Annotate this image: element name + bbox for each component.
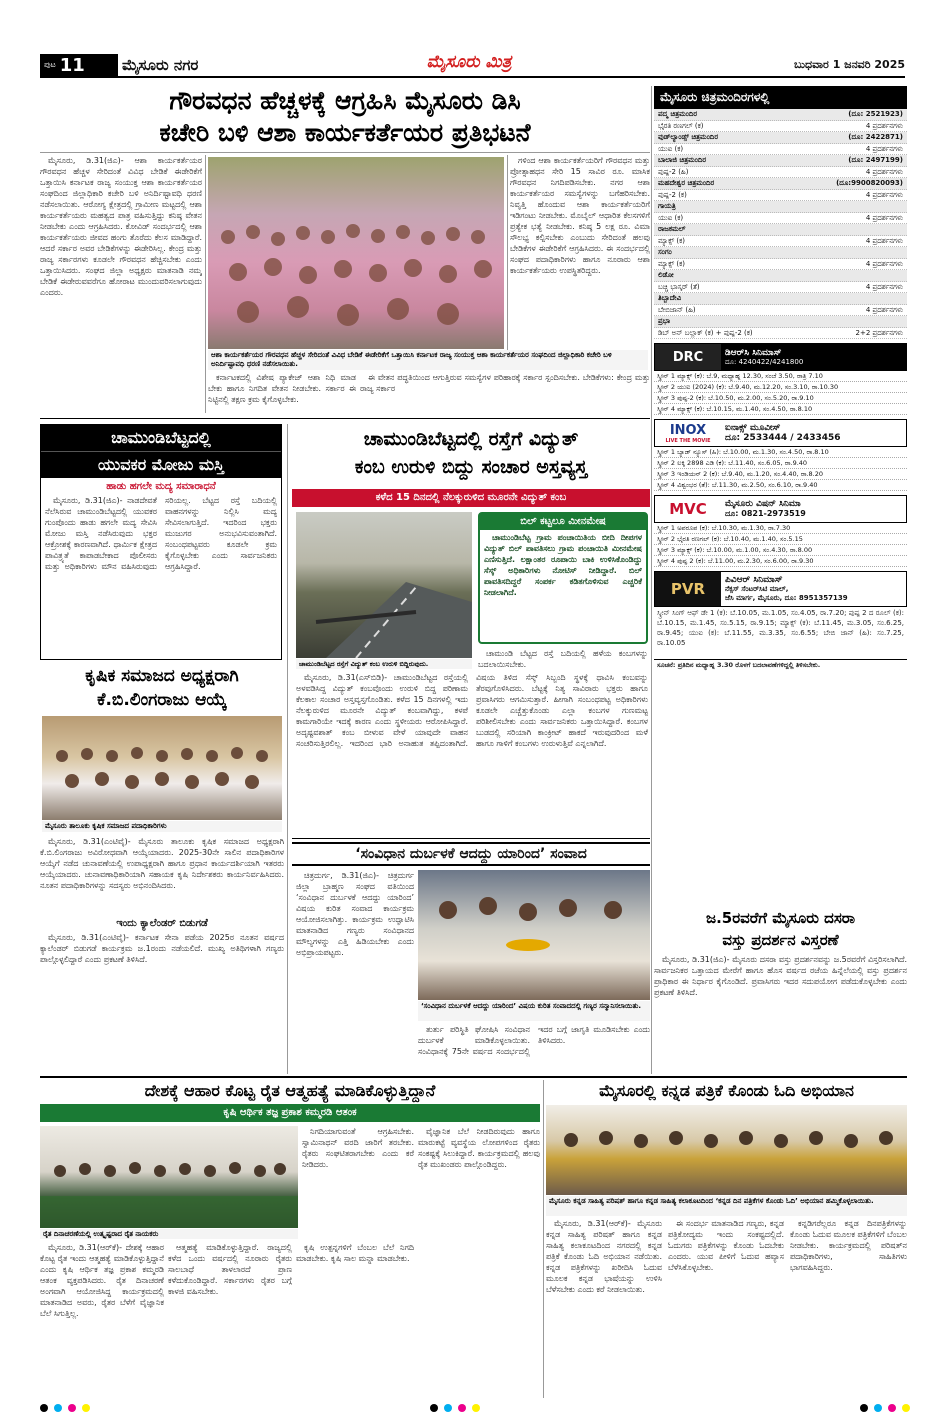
page-header: [40, 52, 905, 78]
registration-dot: [888, 1404, 896, 1412]
cinema-row-info: 4 ಪ್ರದರ್ಶನಗಳು: [865, 282, 903, 291]
drc-screen-row: ಸ್ಕ್ರೀನ್ 2 ಯುಐ (2024) (ಕ): ಬೆ.9.40, ಮ.12.20, ಸಂ.3.10, ರಾ.10.30: [654, 382, 907, 393]
lead-bottom-right-text: ಈ ವೇತನ ಪದ್ಧತಿಯಿಂದ ಆಗುತ್ತಿರುವ ಸಮಸ್ಯೆಗಳ ಪರಿಹಾರಕ್ಕೆ ಸರ್ಕಾರ ಸ್ಪಂದಿಸಬೇಕು. ಬೇಡಿಕೆಗಳು: ಕೇಂದ್ರ ಮತ್ತು ರಾಜ್ಯ ಸರ್ಕಾರ: [360, 373, 650, 393]
stage-graphic: [40, 1126, 298, 1228]
farmer-text-d: ವೈಜ್ಞಾನಿಕ ಬೆಲೆ ನೀಡದಿರುವುದು ಹಾಗೂ ಮಾರುಕಟ್ಟೆ ವ್ಯವಸ್ಥೆಯ ಲೋಪಗಳಿಂದ ರೈತರು ಸಂಕಷ್ಟಕ್ಕೆ ಸಿಲುಕಿದ್ದಾರೆ. ಕಾರ್ಯಕ್ರಮದಲ್ಲಿ ಹಲವು ರೈತ ಮುಖಂಡರು ಪಾಲ್ಗೊಂಡಿದ್ದರು.: [418, 1127, 540, 1169]
group-photo-graphic: [42, 716, 282, 820]
cinema-row-name: ಪ್ರಭಾ: [658, 317, 671, 325]
cinema-row-name: ಭೈರತಿ ರಣಗಲ್ (ಕ): [658, 121, 704, 130]
farmer-text-b: ಆತ್ಮಹತ್ಯೆ ಮಾಡಿಕೊಳ್ಳುತ್ತಿದ್ದಾರೆ. ರಾಜ್ಯದಲ್ಲಿ ಕಳೆದ ಒಂದು ವರ್ಷದಲ್ಲಿ ನೂರಾರು ರೈತರು ಸಾಲಬಾಧೆ ತಾಳಲಾರದೆ ಪ್ರಾಣ ಕಳೆದುಕೊಂಡಿದ್ದಾರೆ. ಸರ್ಕಾರಗಳು ರೈತರ ಬಗ್ಗೆ ಕಾಳಜಿ ವಹಿಸಬೇಕು.: [168, 1243, 292, 1296]
cinema-row-name: ಬಾಲಾಜಿ ಚಿತ್ರಮಂದಿರ: [658, 156, 707, 164]
inox-phone: ದೂ: 2533444 / 2433456: [725, 433, 841, 443]
farmer-band: ಕೃಷಿ ಆರ್ಥಿಕ ತಜ್ಞ ಪ್ರಕಾಶ ಕಮ್ಮರಡಿ ಆತಂಕ: [40, 1104, 540, 1122]
cinema-movie-row: [654, 167, 907, 179]
pole-band: ಕಳೆದ 15 ದಿನದಲ್ಲಿ ನೆಲಕ್ಕುರುಳಿದ ಮೂರನೇ ವಿದ್ಯುತ್ ಕಂಬ: [292, 489, 650, 507]
cinema-row-name: ಯುಐ (ಕ): [658, 144, 684, 153]
print-dots-left: [40, 1404, 90, 1412]
cinema-row-info: 4 ಪ್ರದರ್ಶನಗಳು: [865, 259, 903, 268]
bill-sidebox-text: ಚಾಮುಂಡಿಬೆಟ್ಟ ಗ್ರಾಮ ಪಂಚಾಯಿತಿಯ ಬೀದಿ ದೀಪಗಳ ವಿದ್ಯುತ್ ಬಿಲ್ ಪಾವತಿಸಲು ಗ್ರಾಮ ಪಂಚಾಯಿತಿ ಮೀನಮೇಷ ಎಣಿಸುತ್ತಿದೆ. ಲಕ್ಷಾಂತರ ರೂಪಾಯಿ ಬಾಕಿ ಉಳಿಸಿಕೊಂಡಿದ್ದು ಸೆಸ್ಕ್ ಅಧಿಕಾರಿಗಳು ನೋಟಿಸ್ ನೀಡಿದ್ದಾರೆ. ಬಿಲ್ ಪಾವತಿಸದಿದ್ದರೆ ಸಂಪರ್ಕ ಕಡಿತಗೊಳಿಸುವ ಎಚ್ಚರಿಕೆ ನೀಡಲಾಗಿದೆ.: [484, 533, 642, 597]
lead-bottom-mid-text: ಕರ್ನಾಟಕದಲ್ಲಿ ವಿಶೇಷ ಪ್ಯಾಕೇಜ್ ಆಶಾ ನಿಧಿ ಮಾಡ ಬೇಕು ಹಾಗೂ ನಿಗದಿತ ವೇತನ ನೀಡಬೇಕು. ಸರ್ಕಾರ ಈ ನಿಟ್ಟಿನಲ್ಲಿ ತಕ್ಷಣ ಕ್ರಮ ಕೈಗೊಳ್ಳಬೇಕು.: [208, 373, 356, 404]
pvr-box: [654, 571, 907, 607]
registration-dot: [874, 1404, 882, 1412]
cinema-row-name: ಪದ್ಮ ಚಿತ್ರಮಂದಿರ: [658, 110, 698, 118]
mvc-phone: ದೂ: 0821-2973519: [725, 509, 806, 518]
page-number: 11: [59, 54, 85, 76]
inox-name: ಐನಾಕ್ಸ್ ಮೂವೀಸ್: [725, 423, 781, 433]
section-title: ಮೈಸೂರು ನಗರ: [122, 56, 199, 74]
cinema-row-info: (ದೂ: 2497199): [848, 156, 903, 164]
registration-dot: [430, 1404, 438, 1412]
mvc-screen-row: ಸ್ಕ್ರೀನ್ 4 ಪುಷ್ಪ 2 (ಕ): ಬೆ.11.00, ಮ.2.30, ಸಂ.6.00, ರಾ.9.30: [654, 556, 907, 567]
inox-tagline: LIVE THE MOVIE: [665, 437, 711, 444]
lead-headline-2: ಕಚೇರಿ ಬಳಿ ಆಶಾ ಕಾರ್ಯಕರ್ತೆಯರ ಪ್ರತಿಭಟನೆ: [159, 118, 531, 147]
farmer-text-a: ಮೈಸೂರು, ಡಿ.31(ಆರ್‌ಕೆ)- ದೇಶಕ್ಕೆ ಆಹಾರ ಕೊಟ್ಟ ರೈತ ಇಂದು ಆತ್ಮಹತ್ಯೆ ಮಾಡಿಕೊಳ್ಳುತ್ತಿದ್ದಾನೆ ಎಂದು ಕೃಷಿ ಆರ್ಥಿಕ ತಜ್ಞ ಪ್ರಕಾಶ ಕಮ್ಮರಡಿ ಆತಂಕ ವ್ಯಕ್ತಪಡಿಸಿದರು. ರೈತ ದಿನಾಚರಣೆ ಅಂಗವಾಗಿ ಆಯೋಜಿಸಿದ್ದ ಕಾರ್ಯಕ್ರಮದಲ್ಲಿ ಮಾತನಾಡಿದ ಅವರು, ರೈತರ ಬೆಳೆಗೆ ವೈಜ್ಞಾನಿಕ ಬೆಲೆ ಸಿಗುತ್ತಿಲ್ಲ.: [40, 1243, 164, 1318]
cinema-theatre-list: [654, 109, 907, 339]
registration-dot: [40, 1404, 48, 1412]
mvc-name: ಮೈಸೂರು ವಿಷನ್ ಸಿನಿಮಾ: [725, 499, 801, 509]
cinema-theatre-row: [654, 178, 907, 190]
cinema-row-info: 2+2 ಪ್ರದರ್ಶನಗಳು: [855, 328, 903, 337]
pvr-logo: PVR: [655, 572, 721, 606]
pole-photo-caption: ಚಾಮುಂಡಿಬೆಟ್ಟದ ರಸ್ತೆಗೆ ವಿದ್ಯುತ್ ಕಂಬ ಉರುಳಿ ಬಿದ್ದಿರುವುದು.: [296, 659, 472, 669]
lead-right-text: ಗಳಿಂದ ಆಶಾ ಕಾರ್ಯಕರ್ತೆಯರಿಗೆ ಗೌರವಧನ ಮತ್ತು ಪ್ರೋತ್ಸಾಹಧನ ಸೇರಿ 15 ಸಾವಿರ ರೂ. ಮಾಸಿಕ ಗೌರವಧನ ನಿಗದಿಪಡಿಸಬೇಕು. ನಗರ ಆಶಾ ಕಾರ್ಯಕರ್ತೆಯರ ಸಮಸ್ಯೆಗಳನ್ನು ಬಗೆಹರಿಸಬೇಕು. ನಿವೃತ್ತಿ ಹೊಂದುವ ಆಶಾ ಕಾರ್ಯಕರ್ತೆಯರಿಗೆ ಇಡಿಗಂಟು ನೀಡಬೇಕು. ಮೊಬೈಲ್ ಆಧಾರಿತ ಕೆಲಸಗಳಿಗೆ ಪ್ರತ್ಯೇಕ ಭತ್ಯೆ ನೀಡಬೇಕು. ಕನಿಷ್ಠ 5 ಲಕ್ಷ ರೂ. ವಿಮಾ ಸೌಲಭ್ಯ ಕಲ್ಪಿಸಬೇಕು ಎಂಬುದು ಸೇರಿದಂತೆ ಹಲವು ಬೇಡಿಕೆಗಳ ಈಡೇರಿಕೆಗೆ ಆಗ್ರಹಿಸಿದರು. ಈ ಸಂದರ್ಭದಲ್ಲಿ ಸಂಘದ ಪದಾಧಿಕಾರಿಗಳು ಹಾಗೂ ನೂರಾರು ಆಶಾ ಕಾರ್ಯಕರ್ತೆಯರು ಉಪಸ್ಥಿತರಿದ್ದರು.: [510, 156, 650, 275]
cinema-row-info: 4 ಪ್ರದರ್ಶನಗಳು: [865, 236, 903, 245]
print-dots-right: [860, 1404, 910, 1412]
protest-crowd-graphic: [208, 157, 504, 349]
samvidhana-text-right: ತುರ್ತು ಪರಿಸ್ಥಿತಿ ಘೋಷಿಸಿ ಸಂವಿಧಾನ ದುರ್ಬಳಕೆ ಮಾಡಿಕೊಳ್ಳಲಾಯಿತು. ಸಂವಿಧಾನಕ್ಕೆ 75ನೇ ವರ್ಷದ ಸಂದರ್ಭದಲ್ಲಿ ಇದರ ಬಗ್ಗೆ ಜಾಗೃತಿ ಮೂಡಿಸಬೇಕು ಎಂದು ತಿಳಿಸಿದರು.: [418, 1025, 650, 1056]
cinema-movie-row: [654, 282, 907, 294]
registration-dot: [860, 1404, 868, 1412]
lead-headline-1: ಗೌರವಧನ ಹೆಚ್ಚಳಕ್ಕೆ ಆಗ್ರಹಿಸಿ ಮೈಸೂರು ಡಿಸಿ: [169, 86, 521, 115]
inox-screen-row: ಸ್ಕ್ರೀನ್ 2 ಲಕ್ಕಿ 2898 ಎಡಿ (ಕ): ಬೆ.11.40, ಸಂ.6.05, ರಾ.9.40: [654, 458, 907, 469]
cinema-row-name: ಮ್ಯಾಕ್ಸ್ (ಕ): [658, 259, 686, 268]
cinema-theatre-row: [654, 316, 907, 328]
cinema-row-name: ವುಡ್‌ಲ್ಯಾಂಡ್ಸ್ ಚಿತ್ರಮಂದಿರ: [658, 133, 719, 141]
cinema-row-info: 4 ಪ್ರದರ್ಶನಗಳು: [865, 213, 903, 222]
dateline: ಬುಧವಾರ 1 ಜನವರಿ 2025: [794, 58, 905, 71]
drc-screen-row: ಸ್ಕ್ರೀನ್ 3 ಪುಷ್ಪ-2 (ಕ): ಬೆ.10.50, ಮ.2.00, ಸಂ.5.20, ರಾ.9.10: [654, 393, 907, 404]
cinema-row-info: (ದೂ: 2422871): [848, 133, 903, 141]
cinema-theatre-row: [654, 247, 907, 259]
cinema-row-info: 4 ಪ್ರದರ್ಶನಗಳು: [865, 190, 903, 199]
drc-screen-row: ಸ್ಕ್ರೀನ್ 1 ಮ್ಯಾಕ್ಸ್ (ಕ): ಬೆ.9, ಮಧ್ಯಾಹ್ನ 12.30, ಸಂಜೆ 3.50, ರಾತ್ರಿ 7.10: [654, 371, 907, 382]
cinema-row-name: ಸಂಗಂ: [658, 248, 672, 256]
lead-left-text: ಮೈಸೂರು, ಡಿ.31(ಜಿಎ)- ಆಶಾ ಕಾರ್ಯಕರ್ತೆಯರ ಗೌರವಧನ ಹೆಚ್ಚಳ ಸೇರಿದಂತೆ ವಿವಿಧ ಬೇಡಿಕೆ ಈಡೇರಿಕೆಗೆ ಒತ್ತಾಯಿಸಿ ಕರ್ನಾಟಕ ರಾಜ್ಯ ಸಂಯುಕ್ತ ಆಶಾ ಕಾರ್ಯಕರ್ತೆಯರ ಸಂಘದಿಂದ ಜಿಲ್ಲಾಧಿಕಾರಿ ಕಚೇರಿ ಬಳಿ ಅನಿರ್ದಿಷ್ಟಾವಧಿ ಧರಣಿ ನಡೆಸಲಾಯಿತು. ಆರೋಗ್ಯ ಕ್ಷೇತ್ರದಲ್ಲಿ ಗ್ರಾಮೀಣ ಮಟ್ಟದಲ್ಲಿ ಆಶಾ ಕಾರ್ಯಕರ್ತೆಯರು ಮಹತ್ವದ ಪಾತ್ರ ವಹಿಸುತ್ತಿದ್ದು ಕನಿಷ್ಠ ವೇತನ ನೀಡಬೇಕು ಎಂದು ಆಗ್ರಹಿಸಿದರು. ಕೋವಿಡ್ ಸಂದರ್ಭದಲ್ಲಿ ಆಶಾ ಕಾರ್ಯಕರ್ತೆಯರು ಜೀವದ ಹಂಗು ತೊರೆದು ಕೆಲಸ ಮಾಡಿದ್ದಾರೆ. ಆದರೆ ಸರ್ಕಾರ ಅವರ ಬೇಡಿಕೆಗಳನ್ನು ಈಡೇರಿಸಿಲ್ಲ. ಕೇಂದ್ರ ಮತ್ತು ರಾಜ್ಯ ಸರ್ಕಾರಗಳು ಕೂಡಲೇ ಗೌರವಧನ ಹೆಚ್ಚಿಸಬೇಕು ಎಂದು ಒತ್ತಾಯಿಸಿದರು. ಸಂಘದ ಜಿಲ್ಲಾ ಅಧ್ಯಕ್ಷರು ಮಾತನಾಡಿ ನಮ್ಮ ಬೇಡಿಕೆ ಈಡೇರುವವರೆಗೂ ಹೋರಾಟ ಮುಂದುವರಿಸಲಾಗುವುದು ಎಂದರು.: [40, 156, 202, 297]
felicitation-graphic: [418, 870, 650, 1000]
cinema-row-info: 4 ಪ್ರದರ್ಶನಗಳು: [865, 167, 903, 176]
samvidhana-headline: ‘ಸಂವಿಧಾನ ದುರ್ಬಳಕೆ ಆದದ್ದು ಯಾರಿಂದ’ ಸಂವಾದ: [292, 842, 650, 866]
pvr-name: ಪಿವಿಆರ್ ಸಿನಿಮಾಸ್: [725, 575, 783, 585]
registration-dot: [458, 1404, 466, 1412]
masthead: ಮೈಸೂರು ಮಿತ್ರ: [426, 52, 512, 72]
pole-headline-2: ಕಂಬ ಉರುಳಿ ಬಿದ್ದು ಸಂಚಾರ ಅಸ್ತವ್ಯಸ್ತ: [354, 456, 588, 478]
dasara-headline-1: ಜ.5ರವರೆಗೆ ಮೈಸೂರು ದಸರಾ: [705, 909, 856, 927]
road-graphic: [296, 512, 472, 658]
registration-dot: [68, 1404, 76, 1412]
drc-box: [654, 343, 907, 371]
inox-box: [654, 419, 907, 447]
cinema-row-name: ರಾಜಕಮಲ್: [658, 225, 686, 233]
masti-title-2: ಯುವಕರ ಮೋಜು ಮಸ್ತಿ: [41, 451, 281, 478]
inox-screen-row: ಸ್ಕ್ರೀನ್ 4 ವಿಶ್ವಂಭರ (ತೆ): ಬೆ.11.30, ಮ.2.50, ಸಂ.6.10, ರಾ.9.40: [654, 480, 907, 491]
cinema-row-name: ಡಿಬ್ ಅನ್ ಬಲ್ಲಾಕ್‌ (ಕ) + ಪುಷ್ಪ-2 (ಕ): [658, 328, 753, 337]
calendar-title: ಇಂದು ಕ್ಯಾಲೆಂಡರ್ ಬಿಡುಗಡೆ: [116, 918, 208, 929]
drc-screens: [654, 371, 907, 415]
mvc-screen-row: ಸ್ಕ್ರೀನ್ 1 ಅಪರೂಪ (ಕ): ಬೆ.10.30, ಮ.1.30, ರಾ.7.30: [654, 523, 907, 534]
chamundi-masti-box: [40, 424, 282, 660]
cinema-row-name: ಬಚ್ಚಿ ಭಾಸ್ಕರ್ (ತೆ): [658, 282, 700, 291]
kannada-photo-caption: ಮೈಸೂರು ಕನ್ನಡ ಸಾಹಿತ್ಯ ಪರಿಷತ್ ಹಾಗೂ ಕನ್ನಡ ಸಾಹಿತ್ಯ ಕಲಾಕೂಟದಿಂದ ‘ಕನ್ನಡ ದಿನ ಪತ್ರಿಕೆಗಳ ಕೊಂಡು ಓದಿ’ ಅಭಿಯಾನ ಹಮ್ಮಿಕೊಳ್ಳಲಾಯಿತು.: [546, 1196, 907, 1216]
farmer-text-c: ನಿಗದಿಯಾಗುವಂತೆ ಆಗ್ರಹಿಸಬೇಕು. ಸ್ವಾಮಿನಾಥನ್ ವರದಿ ಜಾರಿಗೆ ತರಬೇಕು. ರೈತರು ಸಂಘಟಿತರಾಗಬೇಕು ಎಂದು ಕರೆ ನೀಡಿದರು.: [302, 1127, 414, 1169]
dasara-headline-2: ವಸ್ತು ಪ್ರದರ್ಶನ ವಿಸ್ತರಣೆ: [722, 931, 839, 949]
cinema-theatre-row: [654, 132, 907, 144]
cinema-movie-row: [654, 144, 907, 156]
kannada-text-c: ಕನ್ನಡಿಗರೆಲ್ಲರೂ ಕನ್ನಡ ದಿನಪತ್ರಿಕೆಗಳನ್ನು ಕೊಂಡು ಓದುವ ಮೂಲಕ ಪತ್ರಿಕೆಗಳಿಗೆ ಬೆಂಬಲ ನೀಡಬೇಕು. ಕಾರ್ಯಕ್ರಮದಲ್ಲಿ ಪರಿಷತ್‌ನ ಪದಾಧಿಕಾರಿಗಳು, ಸಾಹಿತಿಗಳು ಭಾಗವಹಿಸಿದ್ದರು.: [790, 1219, 907, 1272]
cinema-movie-row: [654, 259, 907, 271]
registration-dot: [82, 1404, 90, 1412]
lead-photo-caption: ಆಶಾ ಕಾರ್ಯಕರ್ತೆಯರ ಗೌರವಧನ ಹೆಚ್ಚಳ ಸೇರಿದಂತೆ ವಿವಿಧ ಬೇಡಿಕೆ ಈಡೇರಿಕೆಗೆ ಒತ್ತಾಯಿಸಿ ಕರ್ನಾಟಕ ರಾಜ್ಯ ಸಂಯುಕ್ತ ಆಶಾ ಕಾರ್ಯಕರ್ತೆಯರ ಸಂಘದಿಂದ ಜಿಲ್ಲಾಧಿಕಾರಿ ಕಚೇರಿ ಬಳಿ ಅನಿರ್ದಿಷ್ಟಾವಧಿ ಧರಣಿ ನಡೆಸಲಾಯಿತು.: [208, 350, 648, 370]
cinema-row-info: 4 ಪ್ರದರ್ಶನಗಳು: [865, 121, 903, 130]
cinema-theatre-row: [654, 224, 907, 236]
cinema-row-name: ಮ್ಯಾಕ್ಸ್ (ಕ): [658, 236, 686, 245]
cinema-row-info: (ದೂ: 2521923): [848, 110, 903, 118]
farmer-headline: ದೇಶಕ್ಕೆ ಆಹಾರ ಕೊಟ್ಟ ರೈತ ಆತ್ಮಹತ್ಯೆ ಮಾಡಿಕೊಳ್ಳುತ್ತಿದ್ದಾನೆ: [144, 1081, 436, 1100]
pole-text-cont: ಚಾಮುಂಡಿ ಬೆಟ್ಟದ ರಸ್ತೆ ಬದಿಯಲ್ಲಿ ಹಳೆಯ ಕಂಬಗಳನ್ನು ಬದಲಾಯಿಸಬೇಕು.: [478, 649, 648, 669]
inox-screens: [654, 447, 907, 491]
cinema-movie-row: [654, 121, 907, 133]
mvc-screen-row: ಸ್ಕ್ರೀನ್ 3 ಮ್ಯಾಕ್ಸ್ (ಕ): ಬೆ.10.00, ಮ.1.00, ಸಂ.4.30, ರಾ.8.00: [654, 545, 907, 556]
mvc-logo: MVC: [669, 500, 707, 518]
drc-screen-row: ಸ್ಕ್ರೀನ್ 4 ಮ್ಯಾಕ್ಸ್ (ಕ): ಬೆ.10.15, ಮ.1.40, ಸಂ.4.50, ರಾ.8.10: [654, 404, 907, 415]
samvidhana-photo-caption: ‘ಸಂವಿಧಾನ ದುರ್ಬಳಕೆ ಆದದ್ದು ಯಾರಿಂದ’ ವಿಷಯ ಕುರಿತ ಸಂವಾದದಲ್ಲಿ ಗಣ್ಯರ ಸನ್ಮಾನಿಸಲಾಯಿತು.: [418, 1001, 650, 1021]
mvc-screen-row: ಸ್ಕ್ರೀನ್ 2 ಭೈರತಿ ರಣಗಲ್ (ಕ): ಬೆ.10.40, ಮ.1.40, ಸಂ.5.15: [654, 534, 907, 545]
cinema-movie-row: [654, 328, 907, 340]
cinema-row-info: 4 ಪ್ರದರ್ಶನಗಳು: [865, 144, 903, 153]
farmer-photo-caption: ರೈತ ದಿನಾಚರಣೆಯಲ್ಲಿ ಉತ್ಕೃಷ್ಟರಾದ ರೈತ ನಾಯಕರು: [40, 1229, 298, 1239]
masti-title-1: ಚಾಮುಂಡಿಬೆಟ್ಟದಲ್ಲಿ: [41, 425, 281, 451]
cinema-row-info: 4 ಪ್ರದರ್ಶನಗಳು: [865, 305, 903, 314]
dasara-text: ಮೈಸೂರು, ಡಿ.31(ಜಿಎ)- ಮೈಸೂರು ದಸರಾ ವಸ್ತು ಪ್ರದರ್ಶನವನ್ನು ಜ.5ರವರೆಗೆ ವಿಸ್ತರಿಸಲಾಗಿದೆ. ಸಾರ್ವಜನಿಕರ ಒತ್ತಾಯದ ಮೇರೆಗೆ ಹಾಗೂ ಹೊಸ ವರ್ಷದ ರಜೆಯ ಹಿನ್ನೆಲೆಯಲ್ಲಿ ವಸ್ತು ಪ್ರದರ್ಶನ ಪ್ರಾಧಿಕಾರ ಈ ನಿರ್ಧಾರ ಕೈಗೊಂಡಿದೆ. ಪ್ರವಾಸಿಗರು ಇದರ ಸದುಪಯೋಗ ಪಡೆದುಕೊಳ್ಳಬೇಕು ಎಂದು ಪ್ರಕಟಣೆ ತಿಳಿಸಿದೆ.: [654, 955, 907, 997]
registration-dot: [472, 1404, 480, 1412]
krishika-photo: [42, 716, 282, 820]
bill-sidebox: [478, 512, 648, 644]
cinema-row-name: ಪುಷ್ಪ-2 (ಕ): [658, 190, 687, 199]
kannada-headline: ಮೈಸೂರಲ್ಲಿ ಕನ್ನಡ ಪತ್ರಿಕೆ ಕೊಂಡು ಓದಿ ಅಭಿಯಾನ: [599, 1081, 854, 1100]
krishika-headline-2: ಕೆ.ಬಿ.ಲಿಂಗರಾಜು ಆಯ್ಕೆ: [97, 690, 227, 710]
kannada-text-b: ಈ ಸಂದರ್ಭ ಮಾತನಾಡಿದ ಗಣ್ಯರು, ಕನ್ನಡ ಪತ್ರಿಕೋದ್ಯಮ ಇಂದು ಸಂಕಷ್ಟದಲ್ಲಿದೆ. ಓದುಗರು ಪತ್ರಿಕೆಗಳನ್ನು ಕೊಂಡು ಓದಬೇಕು ಎಂದರು. ಯುವ ಪೀಳಿಗೆ ಓದುವ ಹವ್ಯಾಸ ಬೆಳೆಸಿಕೊಳ್ಳಬೇಕು.: [668, 1219, 784, 1272]
pvr-text: ಸ್ಕ್ರೀನ್ ಸಿಂಗ್ ಆಫ್ ಡೇ 1 (ಕ): ಬೆ.10.05, ಮ.1.05, ಸಂ.4.05, ರಾ.7.20; ಪುಷ್ಪ 2 ದ ರೂಲ್ (ಕ): ಬೆ.10.15, ಮ.1.45, ಸಂ.5.15, ರಾ.9.15; ಮ್ಯಾಕ್ಸ್ (ಕ): ಬೆ.11.45, ಮ.3.05, ಸಂ.6.25, ರಾ.9.45; ಯುಐ (ಕ): ಬೆ.11.55, ಮ.3.35, ಸಂ.6.55; ಬೇಬಿ ಜಾನ್ (ಹಿ): ಸಂ.7.25, ರಾ.10.05: [657, 609, 904, 647]
cinema-row-name: ಯುಐ (ಕ): [658, 213, 684, 222]
registration-dot: [444, 1404, 452, 1412]
farmer-text-e: ಕೃಷಿ ಉತ್ಪನ್ನಗಳಿಗೆ ಬೆಂಬಲ ಬೆಲೆ ನಿಗದಿ ಮಾಡಬೇಕು. ಕೃಷಿ ಸಾಲ ಮನ್ನಾ ಮಾಡಬೇಕು.: [296, 1243, 414, 1263]
calendar-text: ಮೈಸೂರು, ಡಿ.31(ಎಂಟಿವೈ)- ಕರ್ನಾಟಕ ಸೇನಾ ಪಡೆಯ 2025ರ ನೂತನ ವರ್ಷದ ಕ್ಯಾಲೆಂಡರ್ ಬಿಡುಗಡೆ ಕಾರ್ಯಕ್ರಮ ಜ.1ರಂದು ನಡೆಯಲಿದೆ. ಮುಖ್ಯ ಅತಿಥಿಗಳಾಗಿ ಗಣ್ಯರು ಪಾಲ್ಗೊಳ್ಳಲಿದ್ದಾರೆ ಎಂದು ಪ್ರಕಟಣೆ ತಿಳಿಸಿದೆ.: [40, 933, 284, 964]
cinema-theatre-row: [654, 201, 907, 213]
inox-logo: INOX: [669, 422, 707, 438]
cinema-theatre-row: [654, 270, 907, 282]
mvc-screens: [654, 523, 907, 567]
masti-subtitle: ಹಾಡು ಹಗಲೇ ಮದ್ಯ ಸಮಾರಾಧನೆ: [106, 481, 216, 492]
print-dots-center: [430, 1404, 480, 1412]
cinema-row-info: (ದೂ:9900820093): [836, 179, 903, 187]
drc-name: ಡಿಆರ್‌ಸಿ ಸಿನಿಮಾಸ್: [725, 347, 782, 358]
cinema-movie-row: [654, 236, 907, 248]
page-number-badge: [40, 54, 118, 76]
kannada-photo: [546, 1105, 907, 1195]
krishika-text: ಮೈಸೂರು, ಡಿ.31(ಎಂಟಿವೈ)- ಮೈಸೂರು ತಾಲೂಕು ಕೃಷಿಕ ಸಮಾಜದ ಅಧ್ಯಕ್ಷರಾಗಿ ಕೆ.ಬಿ.ಲಿಂಗರಾಜು ಅವಿರೋಧವಾಗಿ ಆಯ್ಕೆಯಾದರು. 2025-30ನೇ ಸಾಲಿನ ಪದಾಧಿಕಾರಿಗಳ ಆಯ್ಕೆಗೆ ನಡೆದ ಚುನಾವಣೆಯಲ್ಲಿ ಉಪಾಧ್ಯಕ್ಷರಾಗಿ ಹಾಗೂ ಪ್ರಧಾನ ಕಾರ್ಯದರ್ಶಿಯಾಗಿ ಇತರರು ಆಯ್ಕೆಯಾದರು. ಚುನಾವಣಾಧಿಕಾರಿಯಾಗಿ ಸಹಾಯಕ ಕೃಷಿ ನಿರ್ದೇಶಕರು ಕಾರ್ಯನಿರ್ವಹಿಸಿದರು. ನೂತನ ಪದಾಧಿಕಾರಿಗಳನ್ನು ಸದಸ್ಯರು ಅಭಿನಂದಿಸಿದರು.: [40, 837, 284, 890]
bill-sidebox-title: ಬಿಲ್ ಕಟ್ಟಲೂ ಮೀನಮೇಷ: [480, 514, 646, 530]
cinema-listings: [654, 86, 907, 679]
registration-dot: [54, 1404, 62, 1412]
samvidhana-text-left: ಚಿತ್ರದುರ್ಗ, ಡಿ.31(ಜಿಎ)- ಚಿತ್ರದುರ್ಗ ಜಿಲ್ಲಾ ಬ್ರಾಹ್ಮಣ ಸಂಘದ ವತಿಯಿಂದ ‘ಸಂವಿಧಾನ ದುರ್ಬಳಕೆ ಆದದ್ದು ಯಾರಿಂದ’ ವಿಷಯ ಕುರಿತ ಸಂವಾದ ಕಾರ್ಯಕ್ರಮ ಆಯೋಜಿಸಲಾಗಿತ್ತು. ಕಾರ್ಯಕ್ರಮ ಉದ್ಘಾಟಿಸಿ ಮಾತನಾಡಿದ ಗಣ್ಯರು ಸಂವಿಧಾನದ ಮೌಲ್ಯಗಳನ್ನು ಎತ್ತಿ ಹಿಡಿಯಬೇಕು ಎಂದು ಅಭಿಪ್ರಾಯಪಟ್ಟರು.: [296, 871, 414, 957]
cinema-note: ಸೂಚನೆ: ಪ್ರತಿದಿನ ಮಧ್ಯಾಹ್ನ 3.30 ರೊಳಗೆ ಬದಲಾವಣೆಗಳಿದ್ದಲ್ಲಿ ತಿಳಿಸಬೇಕು.: [654, 659, 907, 679]
registration-dot: [902, 1404, 910, 1412]
cinema-row-name: ಮಹದೇಶ್ವರ ಚಿತ್ರಮಂದಿರ: [658, 179, 715, 187]
cinema-theatre-row: [654, 109, 907, 121]
cinema-theatre-row: [654, 155, 907, 167]
cinema-row-name: ಗಾಯತ್ರಿ: [658, 202, 676, 210]
event-graphic: [546, 1105, 907, 1195]
pole-text: ಮೈಸೂರು, ಡಿ.31(ಎಸ್‌ಬಿಡಿ)- ಚಾಮುಂಡಿಬೆಟ್ಟದ ರಸ್ತೆಯಲ್ಲಿ ಅಳವಡಿಸಿದ್ದ ವಿದ್ಯುತ್ ಕಂಬವೊಂದು ಉರುಳಿ ಬಿದ್ದ ಪರಿಣಾಮ ಕೆಲಕಾಲ ಸಂಚಾರ ಅಸ್ತವ್ಯಸ್ತಗೊಂಡಿತು. ಕಳೆದ 15 ದಿನಗಳಲ್ಲಿ ಇದು ನೆಲಕ್ಕುರುಳಿದ ಮೂರನೇ ವಿದ್ಯುತ್ ಕಂಬವಾಗಿದ್ದು, ಕಳಪೆ ಕಾಮಗಾರಿಯೇ ಇದಕ್ಕೆ ಕಾರಣ ಎಂದು ಸ್ಥಳೀಯರು ಆರೋಪಿಸಿದ್ದಾರೆ. ಅದೃಷ್ಟವಶಾತ್ ಕಂಬ ಬೀಳುವ ವೇಳೆ ಯಾವುದೇ ವಾಹನ ಸಂಚರಿಸುತ್ತಿರಲಿಲ್ಲ. ಇದರಿಂದ ಭಾರಿ ಅನಾಹುತ ತಪ್ಪಿದಂತಾಗಿದೆ. ವಿಷಯ ತಿಳಿದ ಸೆಸ್ಕ್ ಸಿಬ್ಬಂದಿ ಸ್ಥಳಕ್ಕೆ ಧಾವಿಸಿ ಕಂಬವನ್ನು ತೆರವುಗೊಳಿಸಿದರು. ಬೆಟ್ಟಕ್ಕೆ ನಿತ್ಯ ಸಾವಿರಾರು ಭಕ್ತರು ಹಾಗೂ ಪ್ರವಾಸಿಗರು ಆಗಮಿಸುತ್ತಾರೆ. ಹೀಗಾಗಿ ಸಂಬಂಧಪಟ್ಟ ಅಧಿಕಾರಿಗಳು ಕೂಡಲೇ ಎಚ್ಚೆತ್ತುಕೊಂಡು ಎಲ್ಲಾ ಕಂಬಗಳ ಗುಣಮಟ್ಟ ಪರಿಶೀಲಿಸಬೇಕು ಎಂದು ಸಾರ್ವಜನಿಕರು ಒತ್ತಾಯಿಸಿದ್ದಾರೆ. ಕಂಬಗಳ ಬುಡದಲ್ಲಿ ಸರಿಯಾಗಿ ಕಾಂಕ್ರೀಟ್ ಹಾಕದೆ ಇರುವುದರಿಂದ ಮಳೆ ಹಾಗೂ ಗಾಳಿಗೆ ಕಂಬಗಳು ಉರುಳುತ್ತಿವೆ ಎನ್ನಲಾಗಿದೆ.: [296, 673, 648, 748]
page-prefix: ಪುಟ: [44, 60, 56, 69]
masti-text: ಮೈಸೂರು, ಡಿ.31(ಜಿಎ)- ನಾಡದೇವತೆ ನೆಲೆಸಿರುವ ಚಾಮುಂಡಿಬೆಟ್ಟದಲ್ಲಿ ಯುವಕರ ಗುಂಪೊಂದು ಹಾಡು ಹಗಲೇ ಮದ್ಯ ಸೇವಿಸಿ ಮೋಜು ಮಸ್ತಿ ನಡೆಸಿರುವುದು ಭಕ್ತರ ಆಕ್ರೋಶಕ್ಕೆ ಕಾರಣವಾಗಿದೆ. ಧಾರ್ಮಿಕ ಕ್ಷೇತ್ರದ ಪಾವಿತ್ರ್ಯತೆ ಕಾಪಾಡಬೇಕಾದ ಪೊಲೀಸರು ಮತ್ತು ಅಧಿಕಾರಿಗಳು ಮೌನ ವಹಿಸಿರುವುದು ಸರಿಯಲ್ಲ. ಬೆಟ್ಟದ ರಸ್ತೆ ಬದಿಯಲ್ಲಿ ವಾಹನಗಳನ್ನು ನಿಲ್ಲಿಸಿ ಮದ್ಯ ಸೇವಿಸಲಾಗುತ್ತಿದೆ. ಇದರಿಂದ ಭಕ್ತರು ಮುಜುಗರ ಅನುಭವಿಸುವಂತಾಗಿದೆ. ಸಂಬಂಧಪಟ್ಟವರು ಕೂಡಲೇ ಕ್ರಮ ಕೈಗೊಳ್ಳಬೇಕು ಎಂದು ಸಾರ್ವಜನಿಕರು ಆಗ್ರಹಿಸಿದ್ದಾರೆ.: [45, 496, 277, 571]
inox-screen-row: ಸ್ಕ್ರೀನ್ 3 ಇಂಡಿಯನ್ 2 (ಕ): ಬೆ.9.40, ಮ.1.20, ಸಂ.4.40, ರಾ.8.20: [654, 469, 907, 480]
cinema-movie-row: [654, 190, 907, 202]
cinema-row-name: ತಿಬ್ಬಾದೇವಿ: [658, 294, 682, 302]
samvidhana-photo: [418, 870, 650, 1000]
pole-headline-1: ಚಾಮುಂಡಿಬೆಟ್ಟದಲ್ಲಿ ರಸ್ತೆಗೆ ವಿದ್ಯುತ್: [363, 428, 579, 450]
cinema-movie-row: [654, 305, 907, 317]
kannada-text-a: ಮೈಸೂರು, ಡಿ.31(ಆರ್‌ಕೆ)- ಮೈಸೂರು ಕನ್ನಡ ಸಾಹಿತ್ಯ ಪರಿಷತ್ ಹಾಗೂ ಕನ್ನಡ ಸಾಹಿತ್ಯ ಕಲಾಕೂಟದಿಂದ ನಗರದಲ್ಲಿ ಕನ್ನಡ ಪತ್ರಿಕೆ ಕೊಂಡು ಓದಿ ಅಭಿಯಾನ ನಡೆಯಿತು. ಕನ್ನಡ ಪತ್ರಿಕೆಗಳನ್ನು ಖರೀದಿಸಿ ಓದುವ ಮೂಲಕ ಕನ್ನಡ ಭಾಷೆಯನ್ನು ಉಳಿಸಿ ಬೆಳೆಸಬೇಕು ಎಂದು ಕರೆ ನೀಡಲಾಯಿತು.: [546, 1219, 662, 1294]
krishika-photo-caption: ಮೈಸೂರು ತಾಲೂಕು ಕೃಷಿಕ ಸಮಾಜದ ಪದಾಧಿಕಾರಿಗಳು: [42, 821, 282, 832]
drc-logo: DRC: [655, 344, 721, 370]
cinema-movie-row: [654, 213, 907, 225]
cinema-title: ಮೈಸೂರು ಚಿತ್ರಮಂದಿರಗಳಲ್ಲಿ: [654, 86, 907, 109]
krishika-headline-1: ಕೃಷಿಕ ಸಮಾಜದ ಅಧ್ಯಕ್ಷರಾಗಿ: [85, 666, 239, 686]
cinema-row-name: ಲಿಡೋ: [658, 271, 674, 279]
cinema-row-name: ಪುಷ್ಪ-2 (ಹಿ): [658, 167, 689, 176]
mvc-box: [654, 495, 907, 523]
cinema-theatre-row: [654, 293, 907, 305]
pole-photo: [296, 512, 472, 658]
pvr-phone: ಜೆಸಿ ಮಾರ್ಗ, ಮೈಸೂರು, ದೂ: 8951357139: [725, 594, 848, 602]
pvr-address: ನೆಕ್ಸಸ್ ಸೆಂಟರ್‌ಸಿಟಿ ಮಾಲ್,: [725, 585, 789, 593]
farmer-photo: [40, 1126, 298, 1228]
cinema-row-name: ಬೇಬಿಜಾನ್ (ಹಿ): [658, 305, 696, 314]
lead-photo: [208, 157, 504, 349]
drc-phone: ದೂ: 4240422/4241800: [725, 357, 804, 366]
inox-screen-row: ಸ್ಕ್ರೀನ್ 1 ಬ್ಯಾಡ್ ನ್ಯೂಸ್ (ಹಿ): ಬೆ.10.00, ಮ.1.30, ಸಂ.4.50, ರಾ.8.10: [654, 447, 907, 458]
